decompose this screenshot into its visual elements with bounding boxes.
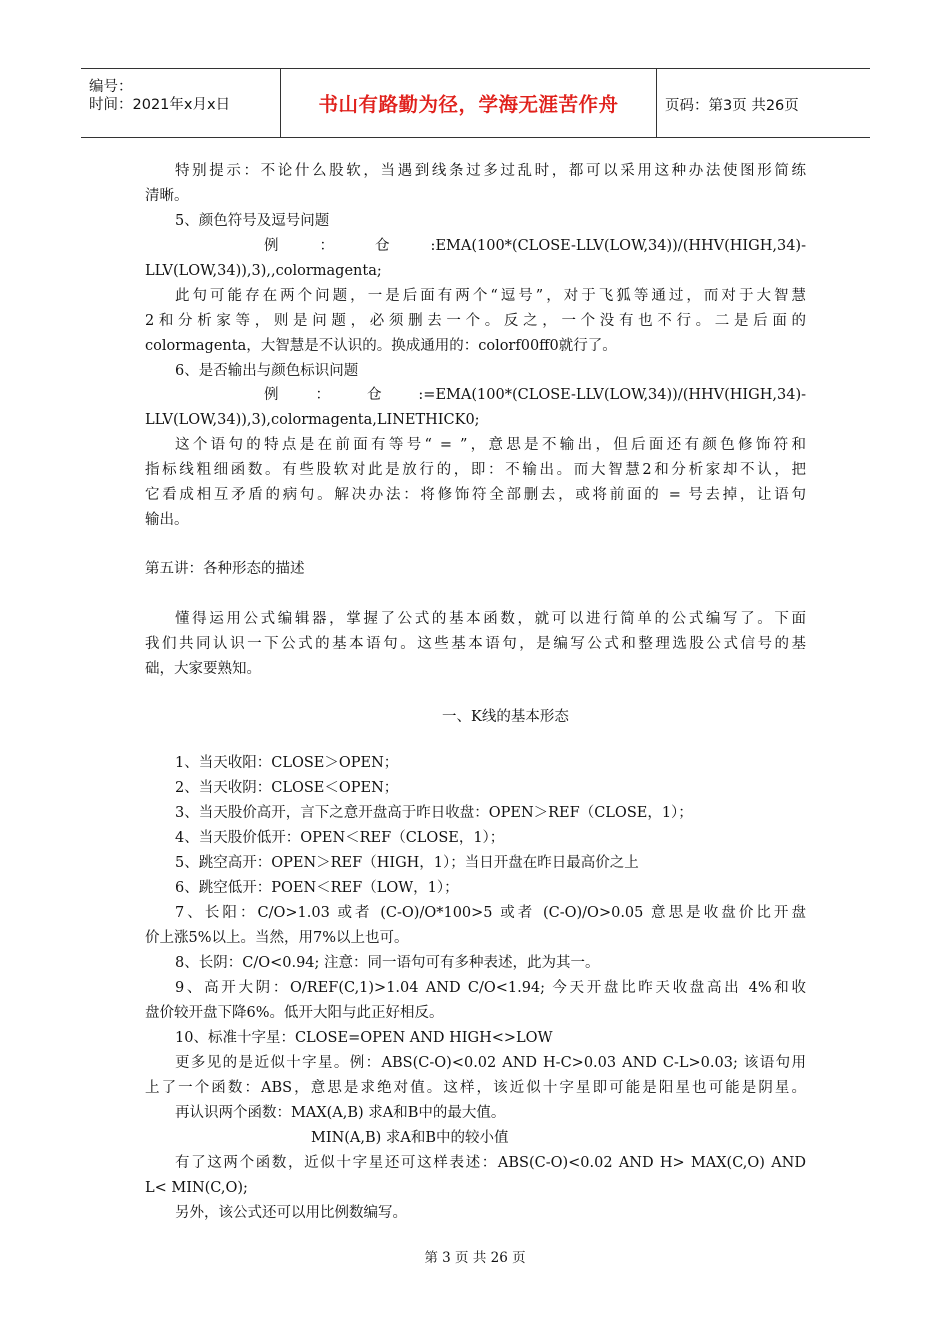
text-line: 盘价较开盘下降6%。低开大阳与此正好相反。 bbox=[145, 1005, 444, 1021]
text-line: 上了一个函数：ABS，意思是求绝对值。这样，该近似十字星即可能是阳星也可能是阴星。 bbox=[145, 1080, 806, 1096]
text-line: 再认识两个函数：MAX(A,B) 求A和B中的最大值。 bbox=[175, 1105, 506, 1121]
text-line: 这个语句的特点是在前面有等号“ = ”，意思是不输出，但后面还有颜色修饰符和 bbox=[175, 437, 806, 453]
text-line: 有了这两个函数，近似十字星还可这样表述：ABS(C-O)<0.02 AND H> MAX(C,O) AND bbox=[175, 1155, 806, 1171]
code-line: LLV(LOW,34)),3),colormagenta,LINETHICK0; bbox=[145, 412, 480, 428]
header-motto-cell bbox=[281, 69, 657, 137]
section-heading: 6、是否输出与颜色标识问题 bbox=[175, 363, 359, 379]
document-number-label: 编号： bbox=[89, 79, 133, 95]
text-line: MIN(A,B) 求A和B中的较小值 bbox=[311, 1130, 509, 1146]
text-line: L< MIN(C,O); bbox=[145, 1180, 248, 1196]
text-line: 另外，该公式还可以用比例数编写。 bbox=[175, 1205, 407, 1221]
text-line: 更多见的是近似十字星。例：ABS(C-O)<0.02 AND H-C>0.03 AND C-L>0.03; 该语句用 bbox=[175, 1055, 806, 1071]
header-left-cell bbox=[81, 69, 281, 137]
list-item: 7、长阳：C/O>1.03 或者 (C-O)/O*100>5 或者 (C-O)/O>0.05 意思是收盘价比开盘 bbox=[175, 905, 806, 921]
lecture-title: 第五讲：各种形态的描述 bbox=[145, 561, 305, 577]
text-line: 我们共同认识一下公式的基本语句。这些基本语句，是编写公式和整理选股公式信号的基 bbox=[145, 636, 806, 652]
header-page-cell bbox=[657, 69, 870, 137]
list-item: 3、当天股价高开，言下之意开盘高于昨日收盘：OPEN＞REF（CLOSE，1）； bbox=[175, 805, 693, 821]
list-item: 1、当天收阳：CLOSE＞OPEN； bbox=[175, 755, 399, 771]
list-item: 9、高开大阴：O/REF(C,1)>1.04 AND C/O<1.94; 今天开盘比昨天收盘高出 4%和收 bbox=[175, 980, 806, 996]
text-line: 清晰。 bbox=[145, 188, 189, 204]
text-line: 2 和 分 析 家 等 ， 则 是 问 题 ， 必 须 删 去 一 个 。 反 之 ， 一 个 没 有 也 不 行 。 二 是 后 面 的 bbox=[145, 313, 806, 329]
list-item: 10、标准十字星：CLOSE=OPEN AND HIGH<>LOW bbox=[175, 1030, 553, 1046]
text-line: colormagenta，大智慧是不认识的。换成通用的：colorf00ff0就行了。 bbox=[145, 338, 617, 354]
code-line: LLV(LOW,34)),3),,colormagenta; bbox=[145, 263, 382, 279]
list-item: 2、当天收阴：CLOSE＜OPEN； bbox=[175, 780, 399, 796]
code-line: 例 ： 仓 :=EMA(100*(CLOSE-LLV(LOW,34))/(HHV(HIGH,34)- bbox=[264, 387, 806, 403]
list-item: 5、跳空高开：OPEN＞REF（HIGH，1）；当日开盘在昨日最高价之上 bbox=[175, 855, 639, 871]
text-line: 特别提示：不论什么股软，当遇到线条过多过乱时，都可以采用这种办法使图形简练 bbox=[175, 163, 806, 179]
code-line: 例 ： 仓 :EMA(100*(CLOSE-LLV(LOW,34))/(HHV(HIGH,34)- bbox=[264, 238, 806, 254]
section-heading: 5、颜色符号及逗号问题 bbox=[175, 213, 330, 229]
document-date-label: 时间：2021年x月x日 bbox=[89, 97, 231, 113]
text-line: 此句可能存在两个问题，一是后面有两个“逗号”，对于飞狐等通过，而对于大智慧 bbox=[175, 288, 806, 304]
list-item: 4、当天股价低开：OPEN＜REF（CLOSE，1）； bbox=[175, 830, 505, 846]
section-title: 一、K线的基本形态 bbox=[442, 709, 569, 725]
list-item: 8、长阴：C/O<0.94; 注意：同一语句可有多种表述，此为其一。 bbox=[175, 955, 600, 971]
header-motto: 书山有路勤为径，学海无涯苦作舟 bbox=[318, 93, 619, 116]
text-line: 础，大家要熟知。 bbox=[145, 661, 261, 677]
text-line: 指标线粗细函数。有些股软对此是放行的，即：不输出。而大智慧2和分析家却不认，把 bbox=[145, 462, 806, 478]
list-item: 6、跳空低开：POEN＜REF（LOW，1）； bbox=[175, 880, 459, 896]
text-line: 输出。 bbox=[145, 512, 189, 528]
document-header bbox=[81, 68, 870, 138]
text-line: 懂得运用公式编辑器，掌握了公式的基本函数，就可以进行简单的公式编写了。下面 bbox=[175, 611, 806, 627]
header-page-code: 页码：第3页 共26页 bbox=[665, 98, 799, 114]
text-line: 价上涨5%以上。当然，用7%以上也可。 bbox=[145, 930, 409, 946]
page-footer: 第 3 页 共 26 页 bbox=[424, 1250, 526, 1266]
text-line: 它看成相互矛盾的病句。解决办法：将修饰符全部删去，或将前面的 = 号去掉，让语句 bbox=[145, 487, 806, 503]
